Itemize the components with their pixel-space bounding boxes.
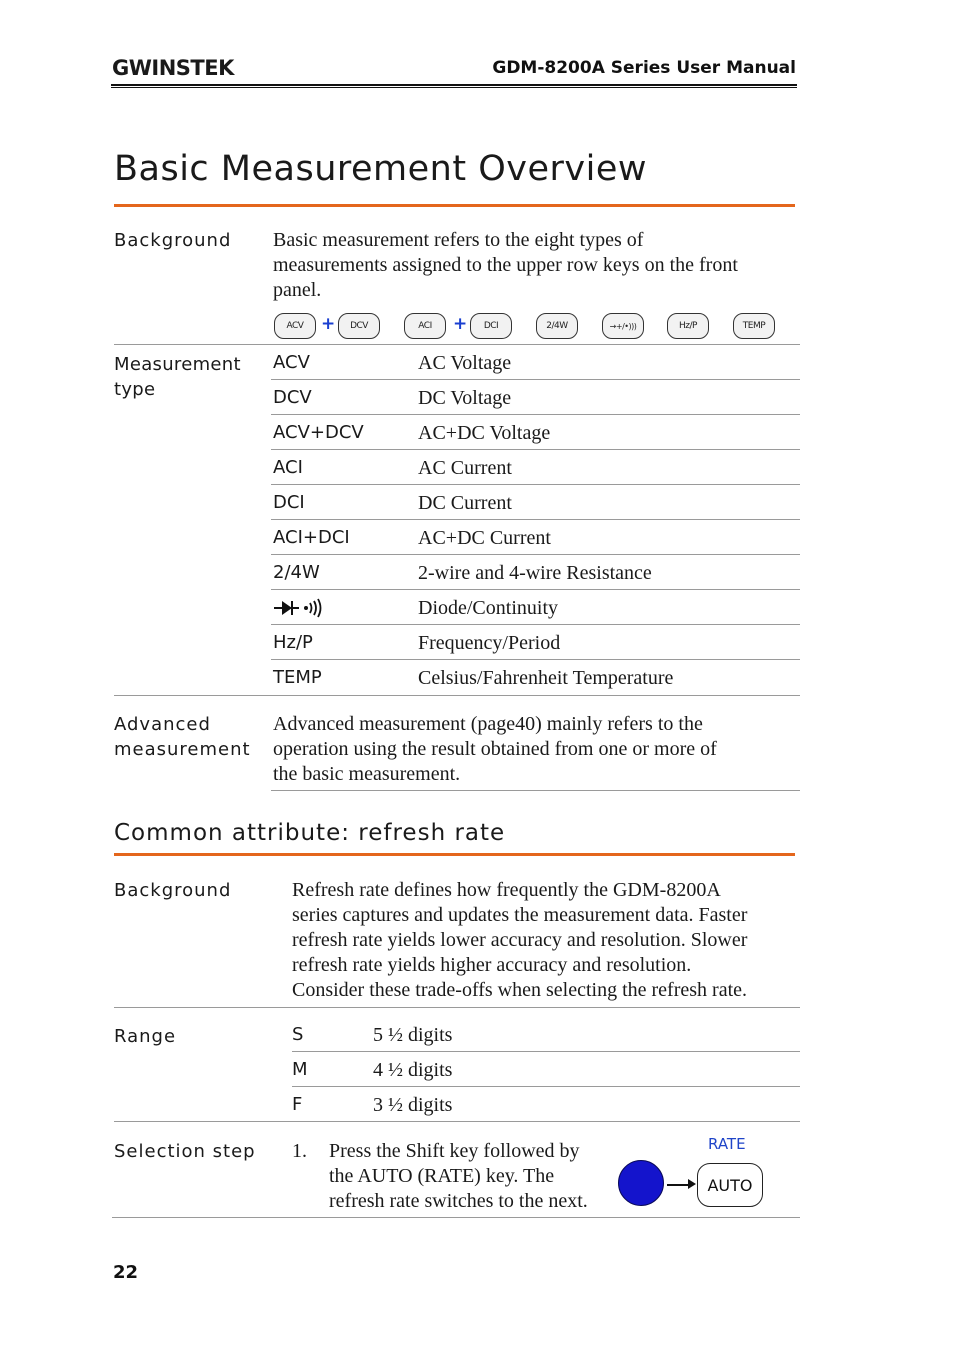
measurement-description: DC Current xyxy=(418,492,512,514)
hz-p-key: Hz/P xyxy=(667,313,709,339)
refresh-bg-line-4: refresh rate yields higher accuracy and resolution. xyxy=(292,954,692,976)
measurement-code: ACI+DCI xyxy=(273,527,350,548)
title-underline xyxy=(114,204,795,207)
diode-continuity-icon xyxy=(273,597,327,624)
plus-sign: + xyxy=(453,314,468,334)
acv-key: ACV xyxy=(274,313,316,339)
range-code: F xyxy=(292,1094,303,1115)
range-description: 5 ½ digits xyxy=(373,1024,453,1046)
measurement-code: TEMP xyxy=(273,667,322,688)
background-line-2: measurements assigned to the upper row keys on the front xyxy=(273,254,738,276)
advanced-label-line-1: Advanced xyxy=(114,714,211,735)
temp-key: TEMP xyxy=(733,313,775,339)
section-divider xyxy=(114,695,800,696)
aci-key: ACI xyxy=(404,313,446,339)
measurement-description: Diode/Continuity xyxy=(418,597,558,619)
advanced-line-3: the basic measurement. xyxy=(273,763,461,785)
refresh-bg-line-3: refresh rate yields lower accuracy and resolution. Slower xyxy=(292,929,748,951)
measurement-type-label-line-1: Measurement xyxy=(114,354,241,375)
plus-sign: + xyxy=(321,314,336,334)
step-number: 1. xyxy=(292,1140,307,1162)
advanced-label xyxy=(114,712,251,762)
measurement-type-label xyxy=(114,352,241,402)
page-title: Basic Measurement Overview xyxy=(114,149,647,189)
step-line-3: refresh rate switches to the next. xyxy=(329,1190,588,1212)
measurement-description: DC Voltage xyxy=(418,387,512,409)
measurement-type-label-line-2: type xyxy=(114,379,156,400)
rate-label: RATE xyxy=(708,1135,746,1153)
row-divider xyxy=(271,659,800,660)
background-label: Background xyxy=(114,230,232,251)
refresh-background-text xyxy=(292,878,802,1003)
section-divider xyxy=(114,1007,800,1008)
auto-key: AUTO xyxy=(697,1163,763,1207)
page-number: 22 xyxy=(113,1262,139,1283)
range-description: 4 ½ digits xyxy=(373,1059,453,1081)
refresh-bg-line-1: Refresh rate defines how frequently the GDM-8200A xyxy=(292,879,721,901)
row-divider xyxy=(271,379,800,380)
measurement-code: ACV+DCV xyxy=(273,422,364,443)
row-divider xyxy=(271,624,800,625)
step-text xyxy=(329,1139,619,1214)
measurement-code: Hz/P xyxy=(273,632,313,653)
refresh-rate-heading: Common attribute: refresh rate xyxy=(114,820,506,846)
measurement-description: AC+DC Current xyxy=(418,527,551,549)
dcv-key: DCV xyxy=(338,313,380,339)
range-label: Range xyxy=(114,1026,177,1047)
heading-underline xyxy=(114,853,795,856)
measurement-description: AC Current xyxy=(418,457,512,479)
section-divider xyxy=(114,1121,800,1122)
dci-key: DCI xyxy=(470,313,512,339)
range-code: S xyxy=(292,1024,304,1045)
range-description: 3 ½ digits xyxy=(373,1094,453,1116)
refresh-bg-line-5: Consider these trade-offs when selecting the refresh rate. xyxy=(292,979,748,1001)
row-divider xyxy=(271,484,800,485)
arrow-head-icon xyxy=(688,1179,696,1189)
row-divider xyxy=(271,519,800,520)
section-divider xyxy=(114,344,800,345)
row-divider xyxy=(271,589,800,590)
measurement-code: DCI xyxy=(273,492,305,513)
refresh-background-label: Background xyxy=(114,880,232,901)
measurement-description: Frequency/Period xyxy=(418,632,561,654)
row-divider xyxy=(271,414,800,415)
diode-continuity-key: →+/•))) xyxy=(602,313,644,339)
shift-key-icon xyxy=(618,1160,664,1206)
background-line-1: Basic measurement refers to the eight types of xyxy=(273,229,644,251)
range-code: M xyxy=(292,1059,308,1080)
section-divider xyxy=(112,1217,800,1218)
measurement-code: 2/4W xyxy=(273,562,320,583)
selection-step-label: Selection step xyxy=(114,1141,256,1162)
background-line-3: panel. xyxy=(273,279,322,301)
measurement-description: AC+DC Voltage xyxy=(418,422,551,444)
advanced-text xyxy=(273,712,803,787)
2-4w-key: 2/4W xyxy=(536,313,578,339)
refresh-bg-line-2: series captures and updates the measurement data. Faster xyxy=(292,904,748,926)
step-line-2: the AUTO (RATE) key. The xyxy=(329,1165,555,1187)
section-divider xyxy=(271,790,800,791)
advanced-label-line-2: measurement xyxy=(114,739,251,760)
row-divider xyxy=(292,1086,800,1087)
header-rule xyxy=(111,84,797,86)
step-line-1: Press the Shift key followed by xyxy=(329,1140,580,1162)
measurement-code: DCV xyxy=(273,387,312,408)
background-text xyxy=(273,228,803,303)
brand-logo: GWINSTEK xyxy=(112,56,234,80)
measurement-description: Celsius/Fahrenheit Temperature xyxy=(418,667,674,689)
header-rule-thin xyxy=(111,87,797,88)
measurement-description: 2-wire and 4-wire Resistance xyxy=(418,562,652,584)
advanced-line-2: operation using the result obtained from one or more of xyxy=(273,738,717,760)
manual-title: GDM-8200A Series User Manual xyxy=(492,58,796,78)
row-divider xyxy=(271,554,800,555)
measurement-code: ACI xyxy=(273,457,303,478)
row-divider xyxy=(292,1051,800,1052)
row-divider xyxy=(271,449,800,450)
measurement-code: ACV xyxy=(273,352,310,373)
advanced-line-1: Advanced measurement (page40) mainly refers to the xyxy=(273,713,703,735)
measurement-description: AC Voltage xyxy=(418,352,512,374)
